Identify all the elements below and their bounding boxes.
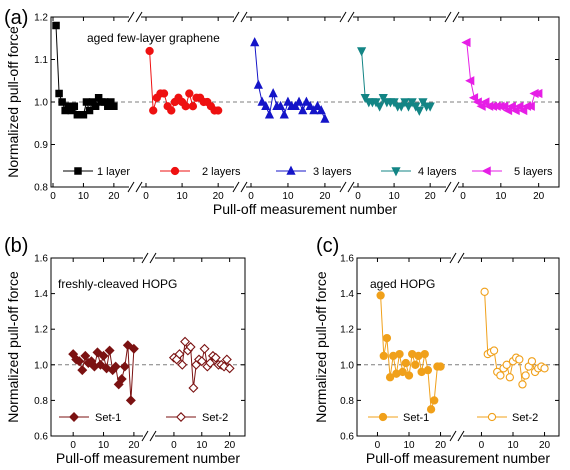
axis-break-bottom (142, 430, 156, 442)
y-tick-label: 0.6 (340, 431, 354, 443)
y-tick-label: 0.8 (340, 395, 354, 407)
data-point (160, 90, 167, 97)
x-tick-label: 20 (434, 440, 447, 451)
x-tick-label: 20 (424, 191, 436, 202)
axis-break-bottom (128, 181, 142, 193)
x-tick-label: 10 (97, 440, 110, 451)
chart-panel-3 (313, 235, 559, 466)
data-point (127, 396, 135, 404)
x-tick-label: 20 (128, 440, 140, 451)
data-point (105, 346, 113, 354)
data-point (402, 359, 409, 366)
data-point (516, 356, 523, 363)
x-tick-label: 10 (507, 440, 519, 451)
y-tick-label: 1.6 (34, 253, 48, 265)
x-tick-label: 20 (533, 191, 545, 202)
axis-break-bottom (340, 181, 354, 193)
y-tick-label: 0.9 (34, 140, 48, 151)
data-point (497, 372, 504, 379)
data-point (383, 335, 390, 342)
data-point (92, 103, 98, 109)
panel-label: (b) (4, 235, 29, 257)
x-tick-label: 0 (70, 440, 76, 451)
data-point (380, 352, 387, 359)
series-2 (170, 337, 234, 392)
legend-label: 3 layers (313, 166, 352, 178)
data-point (269, 89, 276, 96)
data-point (178, 361, 186, 369)
legend-label: 1 layer (97, 166, 131, 178)
data-point (299, 106, 306, 113)
data-point (481, 288, 488, 295)
legend-marker (70, 413, 78, 421)
axis-break-top (340, 11, 354, 23)
y-tick-label: 1.4 (340, 289, 354, 301)
plot-annotation: freshly-cleaved HOPG (58, 277, 178, 291)
x-tick-label: 10 (77, 191, 89, 202)
data-point (541, 365, 548, 372)
y-tick-label: 0.8 (34, 395, 48, 407)
legend-marker (488, 413, 495, 420)
x-tick-label: 0 (460, 191, 466, 202)
legend-label: Set-2 (202, 412, 229, 424)
data-point (321, 115, 328, 122)
y-tick-label: 1.0 (34, 97, 48, 109)
data-point (358, 48, 365, 55)
x-axis-title: Pull-off measurement number (55, 450, 241, 466)
data-point (376, 103, 383, 110)
data-point (121, 362, 129, 370)
axis-break-top (142, 252, 156, 264)
legend-label: Set-1 (403, 412, 430, 424)
data-point (463, 39, 470, 46)
chart-panel-2 (4, 235, 245, 466)
y-tick-label: 1.4 (34, 289, 48, 301)
legend-label: 2 layers (202, 166, 241, 178)
data-point (416, 107, 423, 114)
data-point (86, 107, 92, 113)
data-point (251, 38, 258, 45)
x-tick-label: 0 (248, 191, 254, 202)
data-point (182, 103, 189, 110)
y-axis-title: Normalized pull-off force (313, 271, 329, 423)
legend-marker (379, 413, 386, 420)
x-tick-label: 0 (374, 440, 381, 451)
x-tick-label: 0 (355, 191, 361, 202)
y-tick-label: 0.8 (34, 182, 48, 194)
x-tick-label: 20 (224, 440, 236, 451)
data-point (437, 363, 444, 370)
series-4 (358, 48, 434, 115)
legend-label: Set-2 (512, 412, 539, 424)
legend-marker (483, 167, 490, 174)
axis-break-bottom (450, 430, 464, 442)
data-point (168, 107, 175, 114)
data-point (53, 22, 59, 28)
legend-label: Set-1 (95, 412, 122, 424)
x-tick-label: 10 (196, 440, 208, 451)
x-tick-label: 10 (388, 191, 400, 202)
y-tick-label: 1.1 (34, 55, 48, 66)
series-5 (463, 39, 542, 114)
data-point (519, 381, 526, 388)
data-point (181, 337, 189, 345)
data-point (71, 103, 77, 109)
y-tick-label: 1.2 (34, 324, 48, 336)
y-axis-title: Normalized pull-off force (5, 26, 21, 178)
axis-break-bottom (233, 181, 247, 193)
data-point (412, 361, 419, 368)
data-point (189, 103, 196, 110)
x-tick-label: 10 (495, 191, 507, 202)
series-3 (251, 38, 329, 122)
plot-annotation: aged HOPG (370, 277, 436, 291)
y-axis-title: Normalized pull-off force (5, 271, 21, 423)
data-point (78, 366, 86, 374)
legend-label: 5 layers (514, 166, 553, 178)
axis-break-top (128, 11, 142, 23)
legend-marker (177, 413, 185, 421)
data-point (150, 107, 157, 114)
data-point (522, 372, 529, 379)
y-tick-label: 1.6 (340, 253, 354, 265)
data-point (215, 107, 222, 114)
x-tick-label: 20 (319, 191, 331, 202)
data-point (396, 351, 403, 358)
x-tick-label: 20 (538, 440, 551, 451)
y-tick-label: 1.0 (340, 360, 354, 372)
series-2 (146, 47, 222, 114)
legend-marker (171, 167, 178, 174)
y-tick-label: 1.0 (34, 360, 48, 372)
data-point (377, 292, 384, 299)
legend-label: 4 layers (418, 166, 457, 178)
data-point (59, 99, 65, 105)
data-point (431, 397, 438, 404)
x-axis-title: Pull-off measurement number (365, 450, 551, 466)
data-point (80, 112, 86, 118)
data-point (56, 90, 62, 96)
x-tick-label: 0 (171, 440, 177, 451)
series-2 (481, 288, 548, 388)
x-tick-label: 0 (143, 191, 149, 202)
x-tick-label: 10 (403, 440, 415, 451)
data-point (490, 347, 497, 354)
series-1 (377, 292, 444, 413)
y-tick-label: 1.2 (34, 12, 48, 24)
y-tick-label: 1.2 (340, 324, 354, 336)
x-tick-label: 20 (212, 191, 224, 202)
y-tick-label: 0.6 (34, 431, 48, 443)
axis-break-top (450, 252, 464, 264)
axis-break-top (233, 11, 247, 23)
data-point (421, 351, 428, 358)
x-tick-label: 0 (478, 440, 485, 451)
x-tick-label: 0 (50, 191, 56, 202)
data-point (111, 103, 117, 109)
x-tick-label: 20 (108, 191, 120, 202)
x-tick-label: 10 (176, 191, 188, 202)
panel-label: (c) (316, 235, 340, 257)
data-point (189, 384, 197, 392)
data-point (255, 81, 262, 88)
data-point (506, 374, 513, 381)
legend-marker (75, 168, 81, 174)
chart-panel-1 (4, 7, 559, 217)
data-point (405, 372, 412, 379)
x-axis-title: Pull-off measurement number (212, 201, 398, 217)
data-point (281, 111, 288, 118)
data-point (200, 345, 208, 353)
axis-break-top (445, 11, 459, 23)
panel-label: (a) (4, 7, 29, 29)
data-point (83, 99, 89, 105)
plot-annotation: aged few-layer graphene (87, 31, 220, 45)
series-1 (69, 341, 138, 405)
axis-break-bottom (445, 181, 459, 193)
data-point (424, 367, 431, 374)
data-point (266, 111, 273, 118)
data-point (186, 90, 193, 97)
data-point (146, 47, 153, 54)
x-tick-label: 10 (282, 191, 294, 202)
data-point (528, 358, 535, 365)
